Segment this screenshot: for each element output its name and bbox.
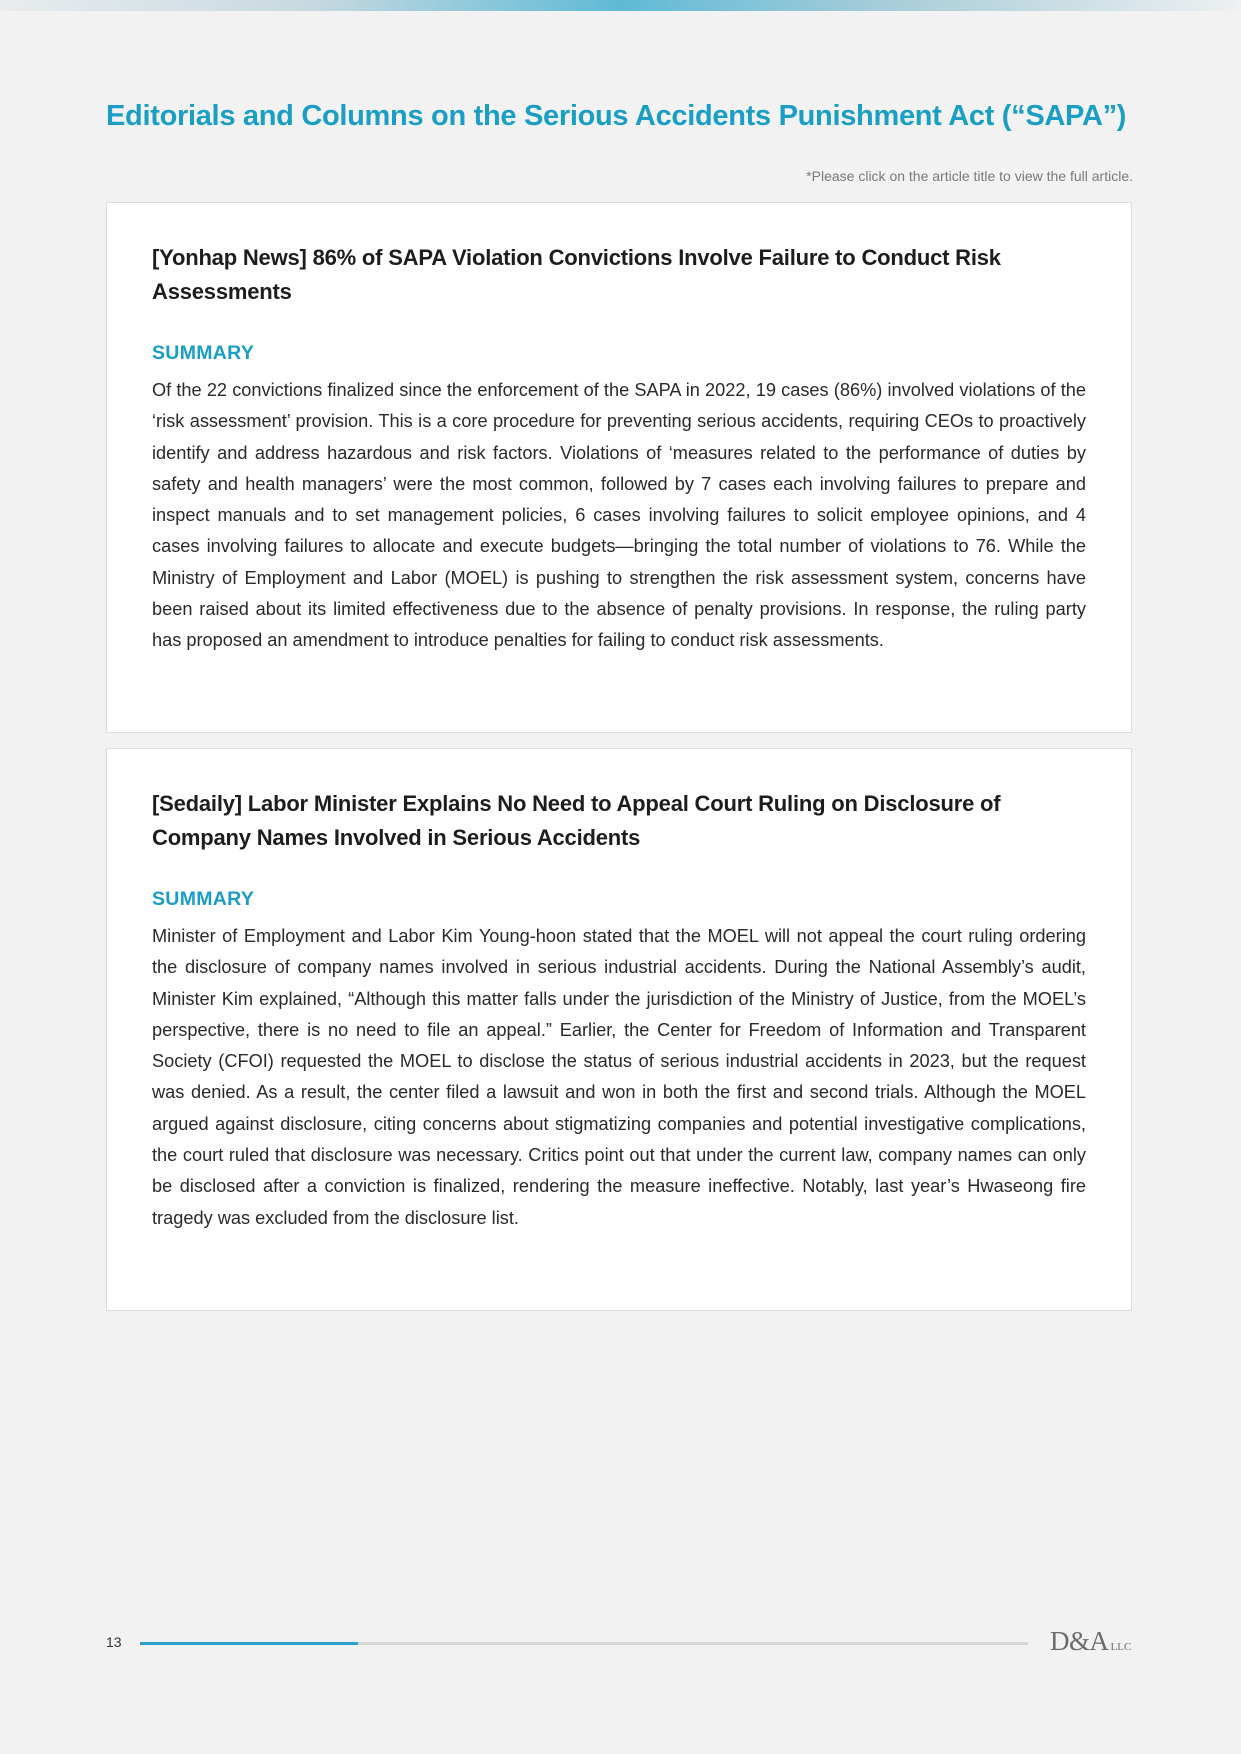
page-title: Editorials and Columns on the Serious Accidents Punishment Act (“SAPA”) [106,100,1127,132]
summary-text: Minister of Employment and Labor Kim Young-hoon stated that the MOEL will not appeal the court ruling ordering the disclosure of company names involved in serious industrial accidents. During the National Assembly’s audit, Minister Kim explained, “Although this matter falls under the jurisdiction of the Ministry of Justice, from the MOEL’s perspective, there is no need to file an appeal.” Earlier, the Center for Freedom of Information and Transparent Society (CFOI) requested the MOEL to disclose the status of serious industrial accidents in 2023, but the request was denied. As a result, the center filed a lawsuit and won in both the first and second trials. Although the MOEL argued against disclosure, citing concerns about stigmatizing companies and potential investigative complications, the court ruled that disclosure was necessary. Critics point out that under the current law, company names can only be disclosed after a conviction is finalized, rendering the measure ineffective. Notably, last year’s Hwaseong fire tragedy was excluded from the disclosure list. [152,926,1086,1228]
summary-text: Of the 22 convictions finalized since the enforcement of the SAPA in 2022, 19 cases (86%) involved violations of the ‘risk assessment’ provision. This is a core procedure for preventing serious accidents, requiring CEOs to proactively identify and address hazardous and risk factors. Violations of ‘measures related to the performance of duties by safety and health managers’ were the most common, followed by 7 cases each involving failures to prepare and inspect manuals and to set management policies, 6 cases involving failures to solicit employee opinions, and 4 cases involving failures to allocate and execute budgets—bringing the total number of violations to 76. While the Ministry of Employment and Labor (MOEL) is pushing to strengthen the risk assessment system, concerns have been raised about its limited effectiveness due to the absence of penalty provisions. In response, the ruling party has proposed an amendment to introduce penalties for failing to conduct risk assessments. [152,380,1086,651]
page-progress-fill [140,1642,358,1645]
summary-label: SUMMARY [152,342,255,364]
logo-mark: D&A [1050,1626,1109,1656]
top-gradient-bar [0,0,1241,11]
page-progress-track [140,1642,1028,1645]
article-card [106,748,1132,1311]
click-notice: *Please click on the article title to view the full article. [806,168,1133,184]
article-title-link[interactable]: [Sedaily] Labor Minister Explains No Need to Appeal Court Ruling on Disclosure of Company Names Involved in Serious Accidents [152,791,1001,850]
company-logo [1050,1626,1131,1657]
article-card [106,202,1132,733]
summary-label: SUMMARY [152,888,255,910]
logo-suffix: LLC [1110,1641,1132,1653]
article-title-link[interactable]: [Yonhap News] 86% of SAPA Violation Convictions Involve Failure to Conduct Risk Assessments [152,245,1001,304]
page-number: 13 [106,1634,122,1650]
